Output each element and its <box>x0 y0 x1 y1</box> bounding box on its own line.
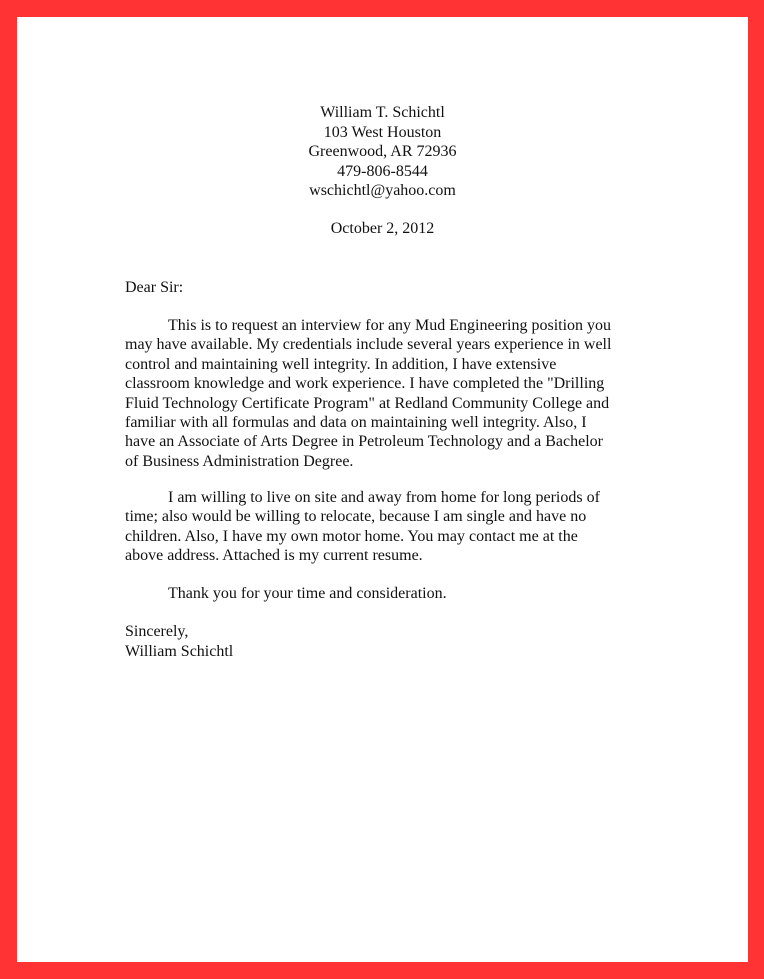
paragraph-availability <box>125 488 645 566</box>
sender-address-block <box>17 103 748 201</box>
paragraph-line: Fluid Technology Certificate Program" at Redland Community College and <box>125 394 610 412</box>
paragraph-line: children. Also, I have my own motor home. You may contact me at the <box>125 527 578 545</box>
paragraph-line: have an Associate of Arts Degree in Petroleum Technology and a Bachelor <box>125 433 603 451</box>
sender-phone: 479-806-8544 <box>337 162 428 180</box>
sender-name: William T. Schichtl <box>320 104 445 121</box>
paragraph-line: familiar with all formulas and data on maintaining well integrity. Also, I <box>125 414 587 432</box>
paragraph-line: time; also would be willing to relocate, because I am single and have no <box>125 508 587 526</box>
sender-email: wschichtl@yahoo.com <box>309 182 456 199</box>
paragraph-line: I am willing to live on site and away from home for long periods of <box>168 489 600 506</box>
letter-page <box>17 17 748 962</box>
paragraph-line: Thank you for your time and consideration. <box>168 585 447 602</box>
paragraph-interview-request <box>125 316 645 471</box>
salutation: Dear Sir: <box>125 279 184 296</box>
paragraph-line: of Business Administration Degree. <box>125 452 354 470</box>
letter-date: October 2, 2012 <box>330 220 435 237</box>
paragraph-line: classroom knowledge and work experience. I have completed the "Drilling <box>125 375 605 393</box>
sender-city-state-zip: Greenwood, AR 72936 <box>308 143 457 160</box>
signature-name: William Schichtl <box>125 642 234 660</box>
closing-phrase: Sincerely, <box>125 623 189 640</box>
paragraph-line: This is to request an interview for any Mud Engineering position you <box>168 317 612 334</box>
paragraph-line: may have available. My credentials include several years experience in well <box>125 336 612 354</box>
closing-block <box>125 622 233 661</box>
sender-street: 103 West Houston <box>323 123 442 141</box>
paragraph-thanks <box>125 584 645 603</box>
paragraph-line: control and maintaining well integrity. In addition, I have extensive <box>125 355 557 373</box>
paragraph-line: above address. Attached is my current resume. <box>125 547 423 565</box>
